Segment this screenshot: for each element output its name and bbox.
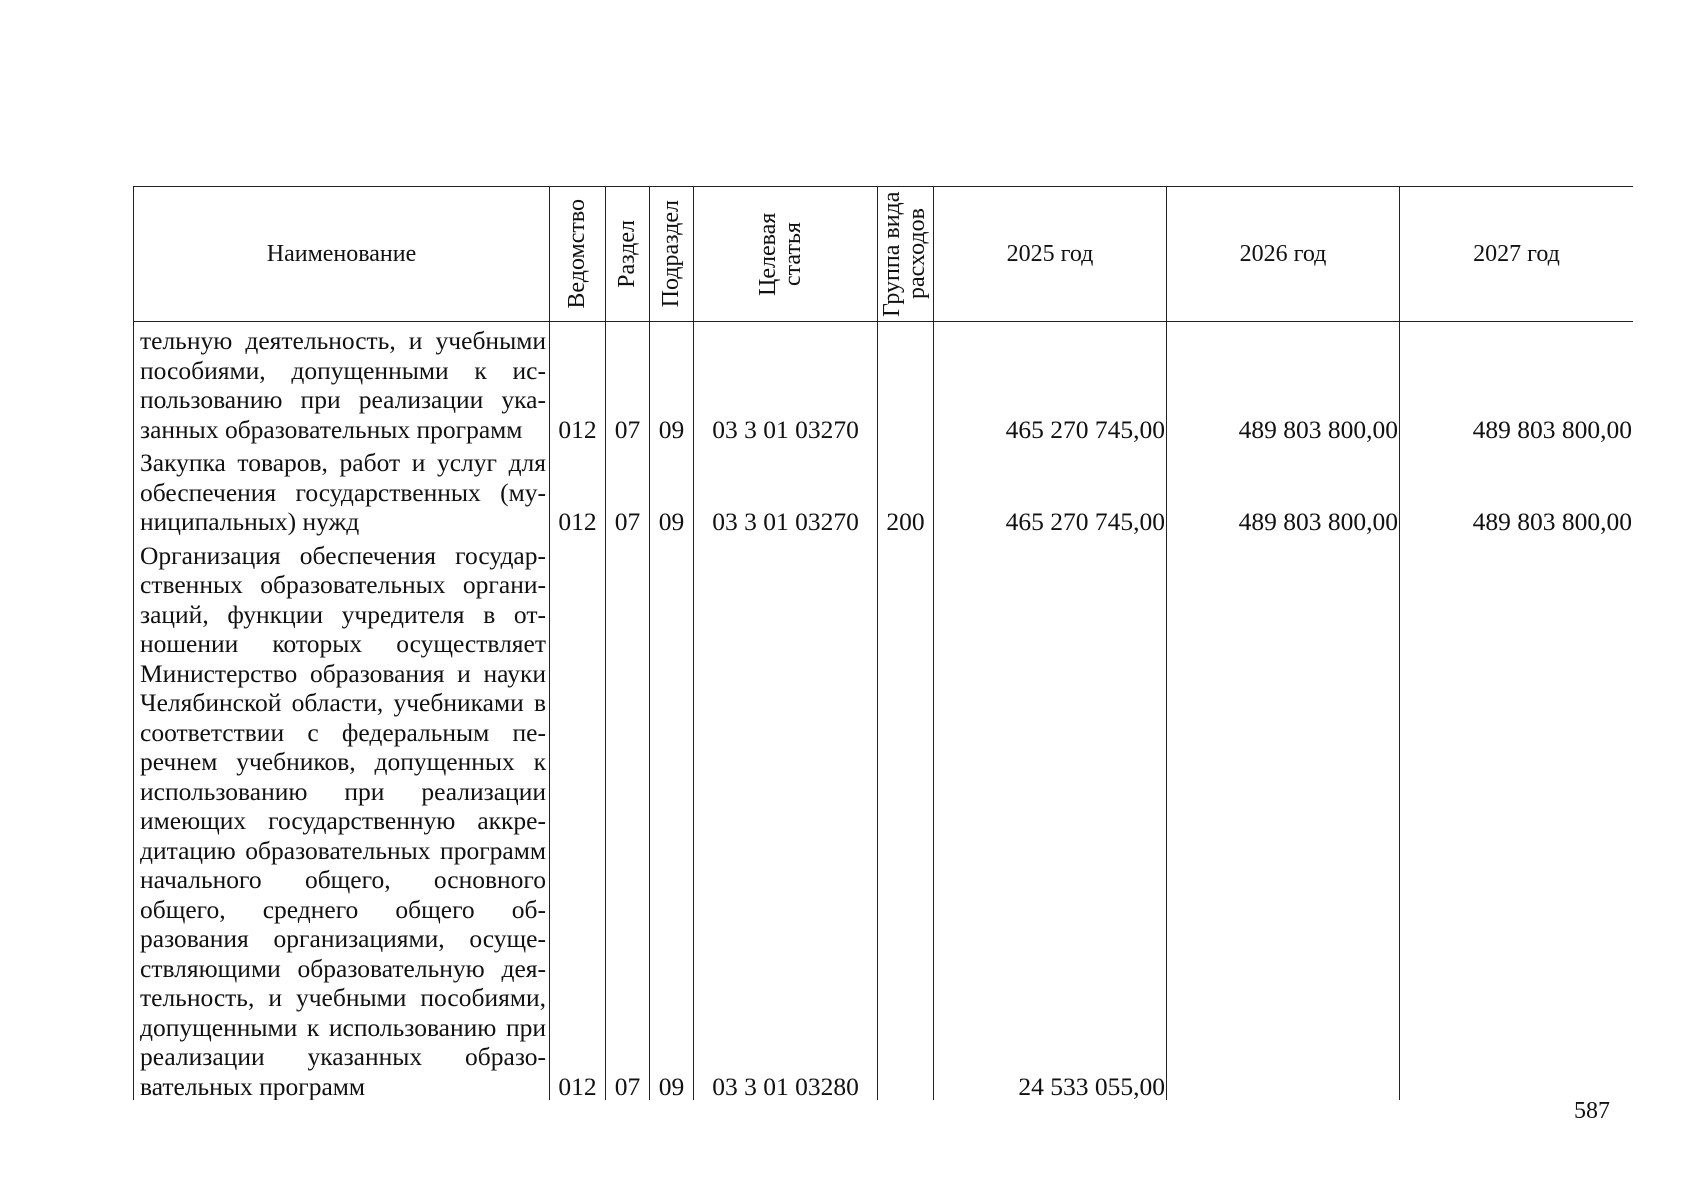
row-sum-2025: 465 270 745,00 bbox=[934, 444, 1167, 537]
row-sum-2026: 489 803 800,00 bbox=[1167, 322, 1400, 445]
row-sum-2026 bbox=[1167, 537, 1400, 1101]
row-podrazdel: 09 bbox=[650, 537, 694, 1101]
table-header-row bbox=[134, 187, 1634, 322]
budget-table bbox=[133, 186, 1633, 1100]
row-gruppa bbox=[878, 537, 934, 1101]
row-razdel: 07 bbox=[606, 537, 650, 1101]
header-podrazdel: Подраздел bbox=[650, 187, 694, 322]
row-celevaya-statya: 03 3 01 03270 bbox=[694, 322, 878, 445]
header-name: Наименование bbox=[134, 187, 550, 322]
page-number: 587 bbox=[1574, 1098, 1610, 1124]
row-vedomstvo: 012 bbox=[550, 444, 606, 537]
row-sum-2025: 465 270 745,00 bbox=[934, 322, 1167, 445]
header-2025: 2025 год bbox=[934, 187, 1167, 322]
row-podrazdel: 09 bbox=[650, 444, 694, 537]
row-sum-2027: 489 803 800,00 bbox=[1400, 444, 1634, 537]
row-vedomstvo: 012 bbox=[550, 322, 606, 445]
row-vedomstvo: 012 bbox=[550, 537, 606, 1101]
row-name: Закупка товаров, работ и услуг для обеспечения государственных (муниципальных) нужд bbox=[134, 444, 550, 537]
row-sum-2026: 489 803 800,00 bbox=[1167, 444, 1400, 537]
row-name: Организация обеспечения государственных образовательных организаций, функции учредителя в отношении которых осуществляет Министерство образования и науки Челябинской области, учебниками в соответствии с федеральным перечнем учебников, допущенных к использованию при реализации имеющих государственную аккредитацию образовательных программ начального общего, основного общего, среднего общего образования организациями, осуществляющими образовательную деятельность, и учебными пособиями, допущенными к использованию при реализации указанных образовательных программ bbox=[134, 537, 550, 1101]
row-celevaya-statya: 03 3 01 03280 bbox=[694, 537, 878, 1101]
row-razdel: 07 bbox=[606, 444, 650, 537]
row-celevaya-statya: 03 3 01 03270 bbox=[694, 444, 878, 537]
row-name: тельную деятельность, и учебными пособиями, допущенными к использованию при реализации указанных образовательных программ bbox=[134, 322, 550, 445]
row-razdel: 07 bbox=[606, 322, 650, 445]
header-2026: 2026 год bbox=[1167, 187, 1400, 322]
row-podrazdel: 09 bbox=[650, 322, 694, 445]
row-gruppa: 200 bbox=[878, 444, 934, 537]
row-sum-2027: 489 803 800,00 bbox=[1400, 322, 1634, 445]
budget-table-container bbox=[133, 186, 1633, 1100]
table-row bbox=[134, 537, 1634, 1101]
header-vedomstvo: Ведомство bbox=[550, 187, 606, 322]
row-sum-2025: 24 533 055,00 bbox=[934, 537, 1167, 1101]
header-gruppa-vida-rashodov: Группа вида расходов bbox=[878, 187, 934, 322]
table-row bbox=[134, 322, 1634, 445]
header-celevaya-statya: Целевая статья bbox=[694, 187, 878, 322]
table-row bbox=[134, 444, 1634, 537]
header-2027: 2027 год bbox=[1400, 187, 1634, 322]
row-sum-2027 bbox=[1400, 537, 1634, 1101]
row-gruppa bbox=[878, 322, 934, 445]
header-razdel: Раздел bbox=[606, 187, 650, 322]
